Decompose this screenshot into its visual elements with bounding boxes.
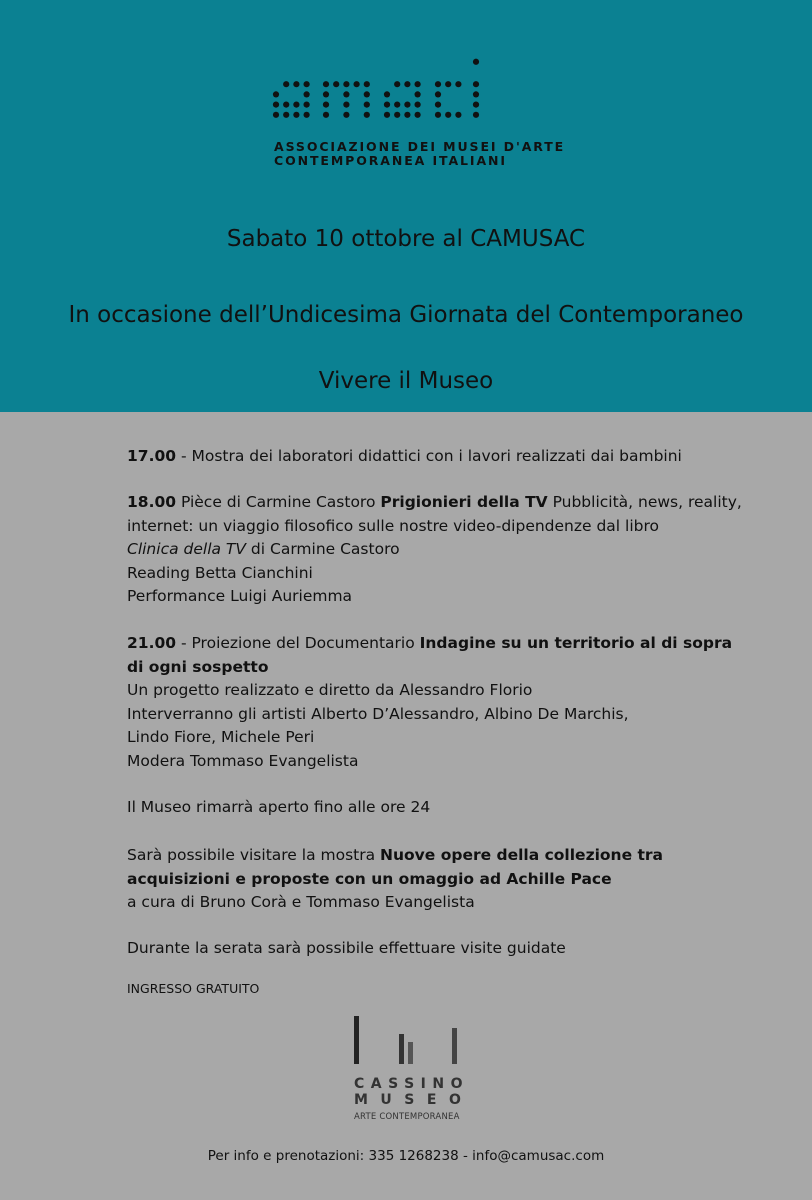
entry-free: INGRESSO GRATUITO [127,981,260,996]
item2-book-after: di Carmine Castoro [246,540,400,558]
logo-dot [404,112,410,118]
logo-dot [364,81,370,87]
association-name [274,140,574,168]
item2-reading: Reading Betta Cianchini [127,563,313,582]
logo-dot [293,112,299,118]
logo-dot [343,102,349,108]
logo-dot [384,91,390,97]
program-item-1 [127,445,747,469]
logo-dot [293,102,299,108]
item1-text: - Mostra dei laboratori didattici con i lavori realizzati dai bambini [176,447,682,465]
logo-dot [435,102,441,108]
logo-dot [304,81,310,87]
logo-dot [364,102,370,108]
cassino-museo-text [354,1076,473,1108]
item3-line3: Lindo Fiore, Michele Peri [127,728,315,746]
logo-dot [384,112,390,118]
exhibition-info [127,844,747,915]
logo-dot [354,81,360,87]
logo-dot [343,91,349,97]
association-line-1: ASSOCIAZIONE DEI MUSEI D'ARTE [274,139,566,154]
logo-dot [283,112,289,118]
item3-line4: Modera Tommaso Evangelista [127,751,359,770]
logo-dot [404,102,410,108]
logo-dot [435,112,441,118]
logo-dot [283,102,289,108]
exhibition-pre: Sarà possibile visitare la mostra [127,846,381,864]
logo-dot [343,81,349,87]
logo-dot [343,112,349,118]
logo-dot [455,112,461,118]
event-title: Vivere il Museo [318,368,494,394]
cassino-label: CASSINO [354,1076,469,1092]
contact-info: Per info e prenotazioni: 335 1268238 - info@camusac.com [207,1148,605,1164]
program-item-3 [127,632,747,773]
item3-title: Indagine su un territorio al di sopra di ogni sospetto [127,634,733,676]
item2-post: Pubblicità, news, reality, internet: un viaggio filosofico sulle nostre video-dipendenze dal libro [127,493,742,535]
logo-dot [364,112,370,118]
logo-dot [415,91,421,97]
program-item-2 [127,491,747,609]
logo-dot [304,102,310,108]
logo-dot [415,102,421,108]
museo-label: MUSEO [354,1092,474,1108]
item2-time: 18.00 [127,493,177,511]
item2-book: Clinica della TV [127,540,246,558]
logo-dot [304,91,310,97]
item2-performance: Performance Luigi Auriemma [127,587,353,605]
logo-dot [323,91,329,97]
logo-dot [293,81,299,87]
logo-dot [323,112,329,118]
logo-dot [455,81,461,87]
logo-dot [394,102,400,108]
association-line-2: CONTEMPORANEA ITALIANI [274,153,507,168]
logo-dot [304,112,310,118]
logo-dot [415,112,421,118]
item2-pre: Pièce di Carmine Castoro [176,493,381,511]
logo-dot [323,81,329,87]
logo-dot [323,102,329,108]
logo-dot [415,81,421,87]
item3-time: 21.00 [127,634,177,652]
guided-tours-note: Durante la serata sarà possibile effettuare visite guidate [127,939,566,957]
amaci-logo [270,44,550,136]
arte-contemporanea-label: ARTE CONTEMPORANEA [354,1112,460,1122]
item3-line1: Un progetto realizzato e diretto da Alessandro Florio [127,681,533,699]
exhibition-curators: a cura di Bruno Corà e Tommaso Evangelista [127,893,475,911]
header-banner [0,0,812,412]
occasion-line: In occasione dell’Undicesima Giornata del Contemporaneo [68,302,744,328]
date-line: Sabato 10 ottobre al CAMUSAC [226,226,586,252]
logo-dot [384,102,390,108]
logo-dot [273,102,279,108]
logo-dot [283,81,289,87]
item1-time: 17.00 [127,447,177,465]
logo-dot [273,112,279,118]
logo-dot [394,112,400,118]
item2-title: Prigionieri della TV [380,493,548,511]
logo-dot [435,81,441,87]
logo-dot [273,91,279,97]
logo-dot [333,81,339,87]
logo-dot [394,81,400,87]
cassino-museo-logo [352,1016,462,1068]
logo-dot [473,81,479,87]
logo-dot [473,91,479,97]
logo-dot [473,102,479,108]
museum-open-note: Il Museo rimarrà aperto fino alle ore 24 [127,798,431,816]
exhibition-title: Nuove opere della collezione tra acquisizioni e proposte con un omaggio ad Achille Pace [127,846,664,888]
logo-dot [445,81,451,87]
logo-dot [404,81,410,87]
logo-dot [445,112,451,118]
logo-dot [473,112,479,118]
logo-dot [435,91,441,97]
item3-pre: - Proiezione del Documentario [176,634,420,652]
logo-dot [473,59,479,65]
logo-dot [364,91,370,97]
item3-line2: Interverranno gli artisti Alberto D’Alessandro, Albino De Marchis, [127,704,629,723]
